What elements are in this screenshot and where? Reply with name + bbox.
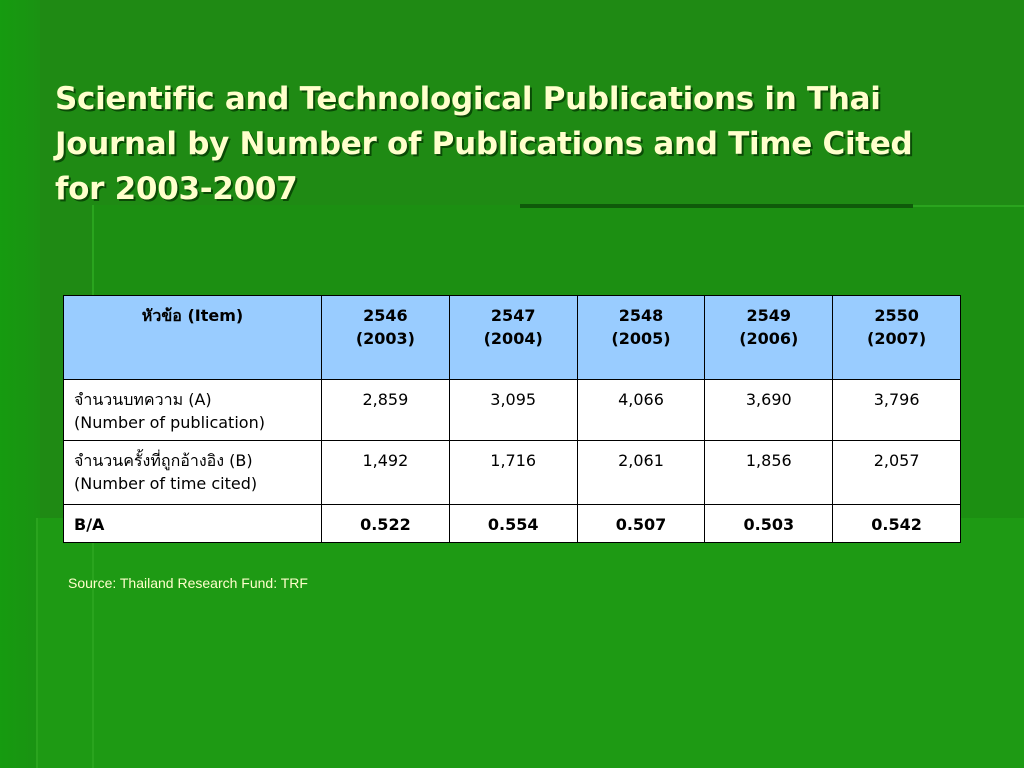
table-header-row xyxy=(64,296,961,380)
table-cell: 2,061 xyxy=(577,441,705,505)
background-stripe xyxy=(0,0,40,768)
table-cell: 3,095 xyxy=(449,380,577,441)
row-label: B/A xyxy=(64,505,322,543)
header-year: 2546 (2003) xyxy=(322,296,450,380)
source-note: Source: Thailand Research Fund: TRF xyxy=(68,575,308,591)
table-cell: 1,492 xyxy=(322,441,450,505)
background-panel-lower xyxy=(36,518,1024,768)
table-cell: 4,066 xyxy=(577,380,705,441)
header-year: 2550 (2007) xyxy=(833,296,961,380)
header-year: 2547 (2004) xyxy=(449,296,577,380)
header-year: 2549 (2006) xyxy=(705,296,833,380)
publications-table xyxy=(63,295,961,543)
row-label: จำนวนครั้งที่ถูกอ้างอิง (B) (Number of time cited) xyxy=(64,441,322,505)
table-cell: 3,690 xyxy=(705,380,833,441)
header-item: หัวข้อ (Item) xyxy=(64,296,322,380)
table-cell: 0.542 xyxy=(833,505,961,543)
table-cell: 2,057 xyxy=(833,441,961,505)
table-row xyxy=(64,505,961,543)
table-cell: 3,796 xyxy=(833,380,961,441)
table-cell: 0.554 xyxy=(449,505,577,543)
table-row xyxy=(64,380,961,441)
table-cell: 1,716 xyxy=(449,441,577,505)
table-cell: 0.503 xyxy=(705,505,833,543)
row-label: จำนวนบทความ (A) (Number of publication) xyxy=(64,380,322,441)
table-row xyxy=(64,441,961,505)
table-cell: 1,856 xyxy=(705,441,833,505)
table-cell: 2,859 xyxy=(322,380,450,441)
background-divider xyxy=(36,518,38,768)
header-year: 2548 (2005) xyxy=(577,296,705,380)
slide-title: Scientific and Technological Publications in Thai Journal by Number of Publications and Time Cited for 2003-2007 xyxy=(55,81,913,207)
table-cell: 0.522 xyxy=(322,505,450,543)
table-cell: 0.507 xyxy=(577,505,705,543)
